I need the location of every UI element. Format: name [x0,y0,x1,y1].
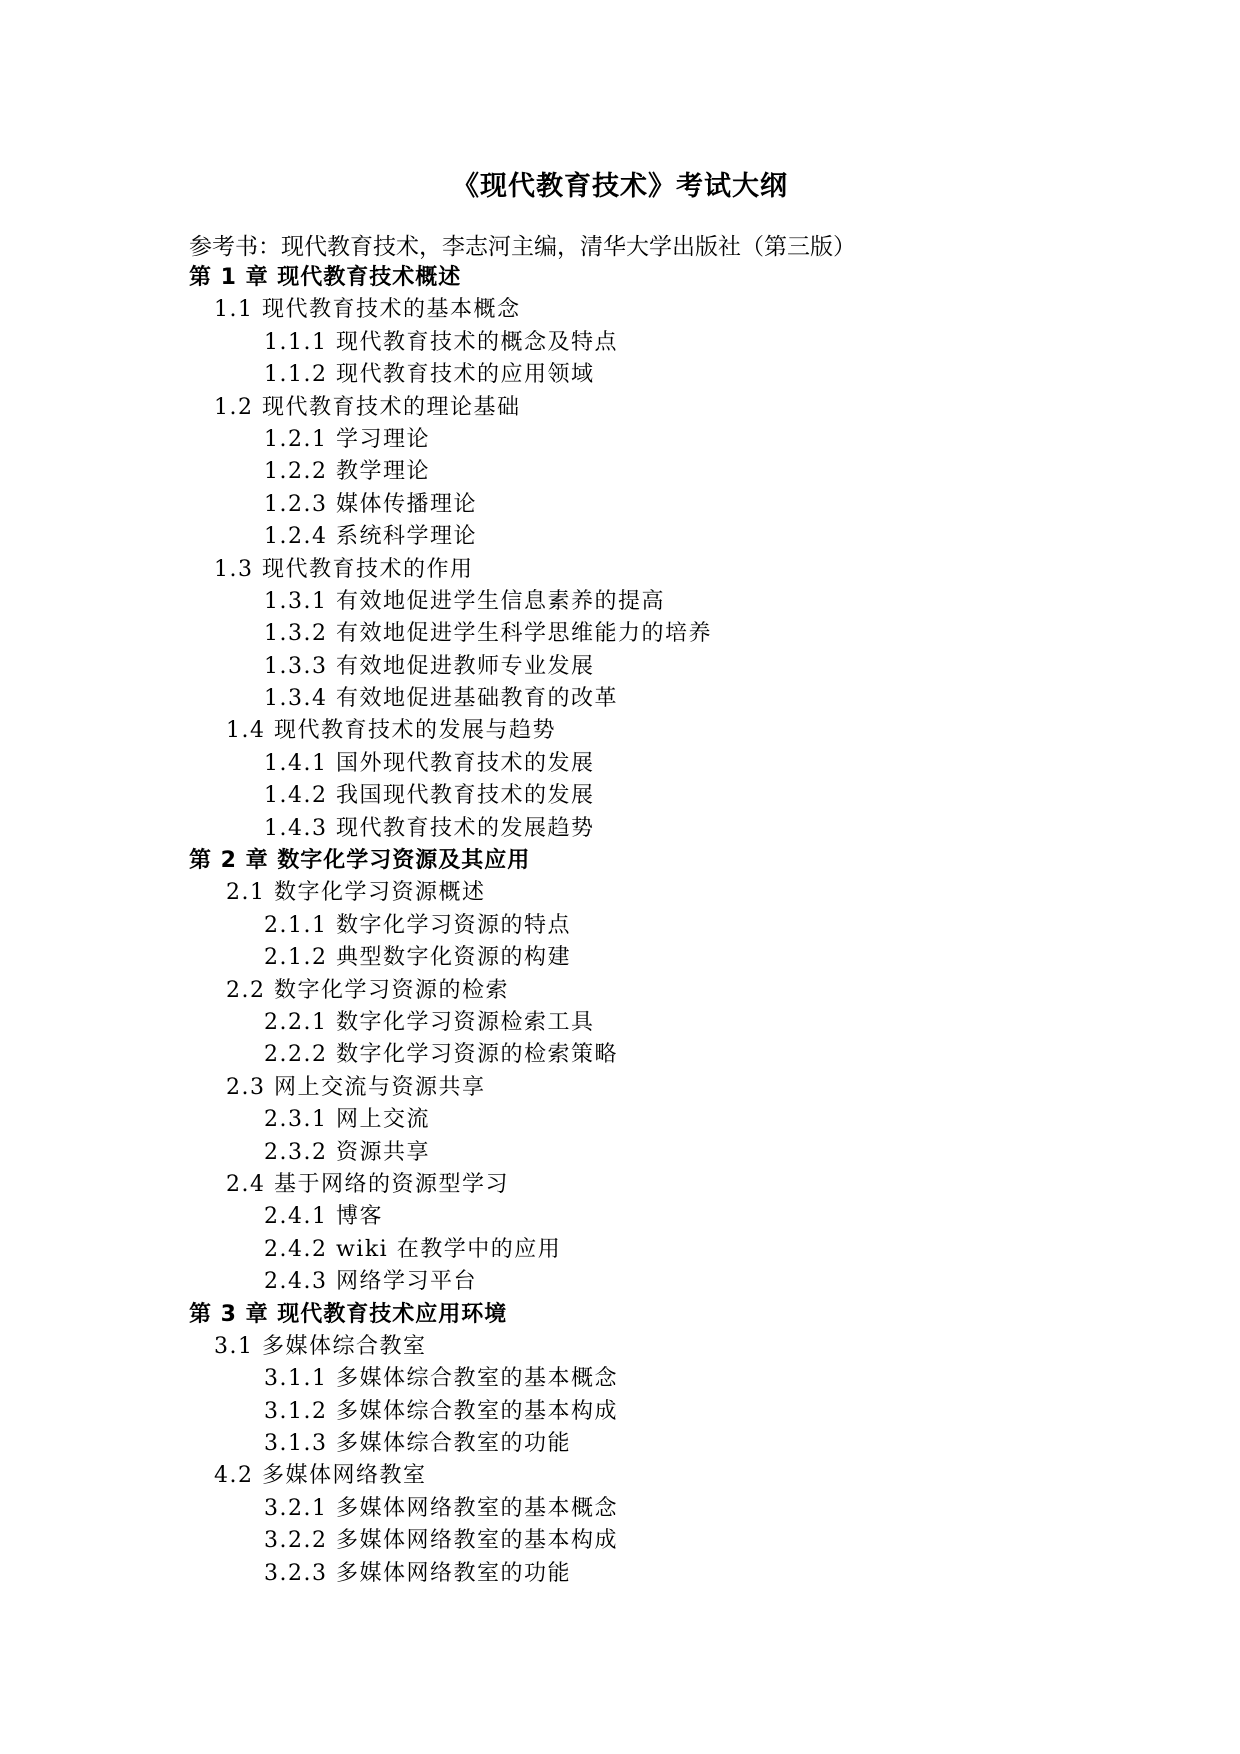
section-heading: 2.4 基于网络的资源型学习 [226,1171,509,1197]
subsection-item: 3.1.1 多媒体综合教室的基本概念 [264,1366,618,1392]
section-heading: 1.3 现代教育技术的作用 [214,556,474,582]
section-heading: 2.2 数字化学习资源的检索 [226,977,509,1003]
section-heading: 2.3 网上交流与资源共享 [226,1074,486,1100]
document-title: 《现代教育技术》考试大纲 [452,171,788,202]
subsection-item: 2.1.2 典型数字化资源的构建 [264,945,571,971]
subsection-item: 3.1.3 多媒体综合教室的功能 [264,1431,571,1457]
chapter-heading: 第 3 章 现代教育技术应用环境 [189,1301,508,1327]
section-heading: 2.1 数字化学习资源概述 [226,880,486,906]
subsection-item: 1.4.2 我国现代教育技术的发展 [264,783,595,809]
subsection-item: 2.2.2 数字化学习资源的检索策略 [264,1042,618,1068]
subsection-item: 1.3.3 有效地促进教师专业发展 [264,653,595,679]
subsection-item: 3.2.3 多媒体网络教室的功能 [264,1560,571,1586]
subsection-item: 1.2.1 学习理论 [264,426,430,452]
section-heading: 1.2 现代教育技术的理论基础 [214,394,521,420]
subsection-item: 3.2.2 多媒体网络教室的基本构成 [264,1528,618,1554]
subsection-item: 2.4.1 博客 [264,1204,383,1230]
subsection-item: 1.2.2 教学理论 [264,459,430,485]
subsection-item: 1.1.2 现代教育技术的应用领域 [264,362,595,388]
chapter-heading: 第 2 章 数字化学习资源及其应用 [189,848,531,874]
syllabus-outline [189,262,1189,1590]
subsection-item: 1.2.3 媒体传播理论 [264,491,477,517]
subsection-item: 3.1.2 多媒体综合教室的基本构成 [264,1398,618,1424]
chapter-heading: 第 1 章 现代教育技术概述 [189,265,462,290]
subsection-item: 2.4.2 wiki 在教学中的应用 [264,1236,562,1262]
subsection-item: 2.3.2 资源共享 [264,1139,430,1165]
subsection-item: 2.4.3 网络学习平台 [264,1269,477,1295]
section-heading: 1.4 现代教育技术的发展与趋势 [226,718,556,744]
reference-book: 参考书：现代教育技术，李志河主编，清华大学出版社（第三版） [189,234,856,260]
subsection-item: 1.3.2 有效地促进学生科学思维能力的培养 [264,621,712,647]
subsection-item: 2.3.1 网上交流 [264,1107,430,1133]
subsection-item: 3.2.1 多媒体网络教室的基本概念 [264,1495,618,1521]
subsection-item: 1.3.4 有效地促进基础教育的改革 [264,686,618,712]
subsection-item: 2.2.1 数字化学习资源检索工具 [264,1009,595,1035]
subsection-item: 1.3.1 有效地促进学生信息素养的提高 [264,588,665,614]
subsection-item: 2.1.1 数字化学习资源的特点 [264,912,571,938]
subsection-item: 1.4.3 现代教育技术的发展趋势 [264,815,595,841]
section-heading: 3.1 多媒体综合教室 [214,1333,427,1359]
subsection-item: 1.2.4 系统科学理论 [264,524,477,550]
subsection-item: 1.4.1 国外现代教育技术的发展 [264,750,595,776]
subsection-item: 1.1.1 现代教育技术的概念及特点 [264,329,618,355]
section-heading: 4.2 多媒体网络教室 [214,1463,427,1489]
section-heading: 1.1 现代教育技术的基本概念 [214,297,521,323]
